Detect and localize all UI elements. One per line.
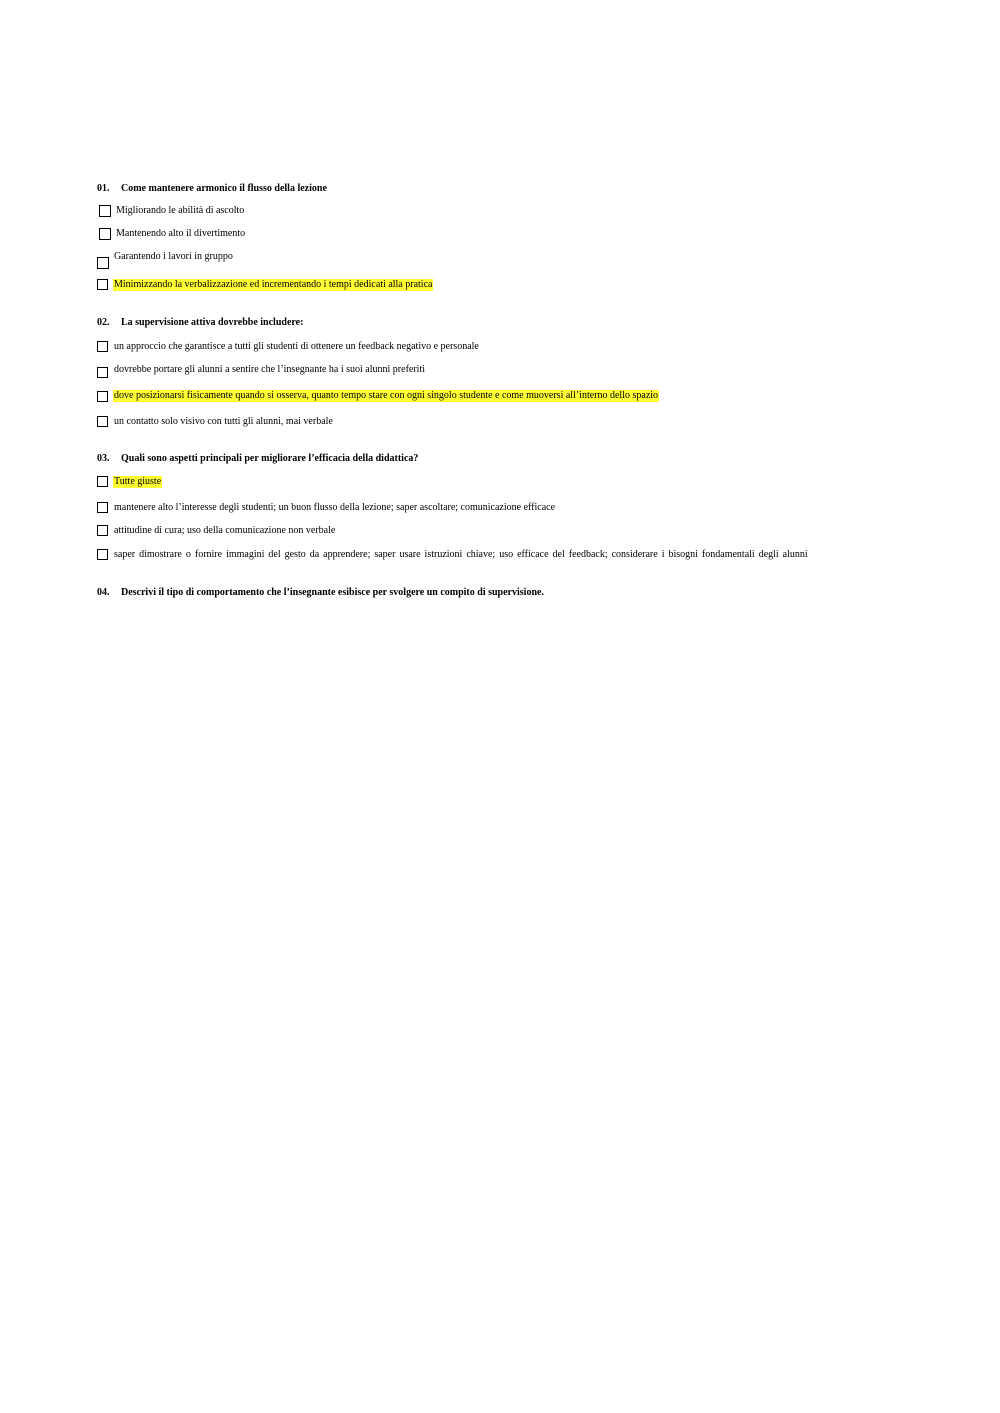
option-label: saper dimostrare o fornire immagini del gesto da apprendere; saper usare istruzioni chiave; uso efficace del feedback; considerare i bisogni fondamentali degli alunni	[114, 549, 808, 560]
checkbox-icon[interactable]	[99, 205, 111, 217]
option-label: Migliorando le abilità di ascolto	[116, 205, 245, 216]
question-3-heading	[97, 453, 418, 465]
checkbox-icon[interactable]	[97, 257, 109, 269]
question-number: 02.	[97, 317, 110, 328]
checkbox-icon[interactable]	[97, 367, 108, 378]
checkbox-icon[interactable]	[97, 416, 108, 427]
checkbox-icon[interactable]	[97, 502, 108, 513]
question-number: 01.	[97, 183, 110, 194]
option-label: Tutte giuste	[114, 476, 162, 487]
option-label: Minimizzando la verbalizzazione ed incrementando i tempi dedicati alla pratica	[114, 279, 433, 290]
checkbox-icon[interactable]	[97, 549, 108, 560]
question-2-heading	[97, 317, 303, 329]
option-label: un contatto solo visivo con tutti gli alunni, mai verbale	[114, 416, 333, 427]
question-number: 04.	[97, 587, 110, 598]
checkbox-icon[interactable]	[97, 525, 108, 536]
question-1-heading	[97, 183, 327, 195]
checkbox-icon[interactable]	[97, 476, 108, 487]
question-text: Descrivi il tipo di comportamento che l’insegnante esibisce per svolgere un compito di supervisione.	[121, 587, 544, 598]
question-number: 03.	[97, 453, 110, 464]
question-4-heading	[97, 587, 544, 599]
question-text: La supervisione attiva dovrebbe includere:	[121, 317, 304, 328]
option-label: dove posizionarsi fisicamente quando si osserva, quanto tempo stare con ogni singolo studente e come muoversi all’interno dello spazio	[114, 390, 659, 401]
checkbox-icon[interactable]	[97, 279, 108, 290]
option-label: Garantendo i lavori in gruppo	[114, 251, 233, 262]
option-label: mantenere alto l’interesse degli studenti; un buon flusso della lezione; saper ascoltare; comunicazione efficace	[114, 502, 556, 513]
question-text: Come mantenere armonico il flusso della lezione	[121, 183, 327, 194]
checkbox-icon[interactable]	[97, 341, 108, 352]
question-text: Quali sono aspetti principali per migliorare l’efficacia della didattica?	[121, 453, 419, 464]
option-label: attitudine di cura; uso della comunicazione non verbale	[114, 525, 336, 536]
option-label: dovrebbe portare gli alunni a sentire che l’insegnante ha i suoi alunni preferiti	[114, 364, 426, 375]
option-label: un approccio che garantisce a tutti gli studenti di ottenere un feedback negativo e personale	[114, 341, 479, 352]
checkbox-icon[interactable]	[99, 228, 111, 240]
checkbox-icon[interactable]	[97, 391, 108, 402]
option-label: Mantenendo alto il divertimento	[116, 228, 246, 239]
